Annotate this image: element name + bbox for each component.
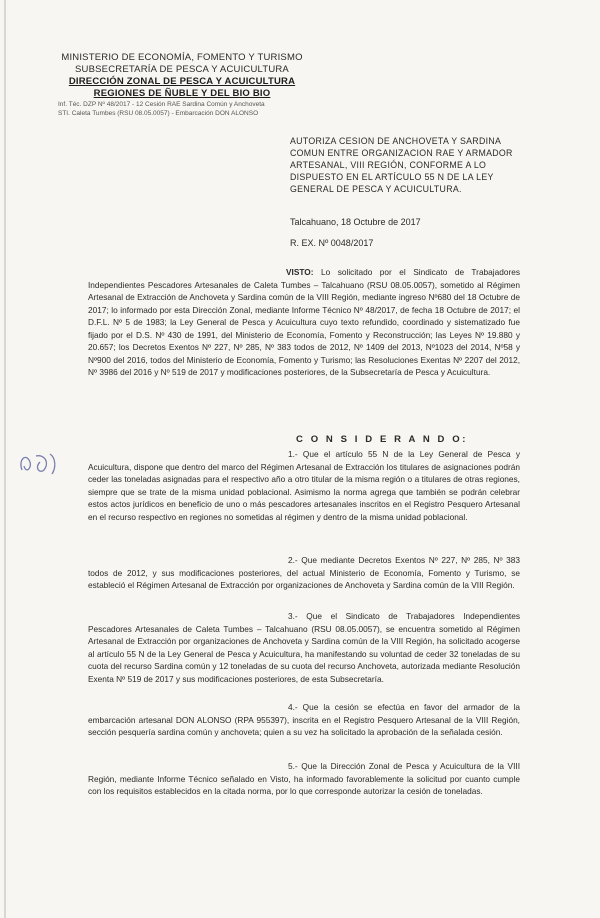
resolution-subject: AUTORIZA CESION DE ANCHOVETA Y SARDINA COMUN ENTRE ORGANIZACION RAE Y ARMADOR ARTESANAL, VIII REGIÓN, CONFORME A LO DISPUESTO EN EL ARTÍCULO 55 N DE LA LEY GENERAL DE PESCA Y ACUICULTURA. bbox=[290, 136, 513, 194]
resolution-date: Talcahuano, 18 Octubre de 2017 bbox=[290, 217, 421, 227]
subsecretary-name: SUBSECRETARÍA DE PESCA Y ACUICULTURA bbox=[75, 64, 289, 75]
visto-label: VISTO: bbox=[286, 267, 314, 277]
visto-text: Lo solicitado por el Sindicato de Trabajadores Independientes Pescadores Artesanales de Caleta Tumbes – Talcahuano (RSU 08.05.0057), sometido al Régimen Artesanal de Extracción de Anchoveta y Sardina común de la VIII Región, mediante ingreso Nº680 del 18 Octubre de 2017; lo informado por esta Dirección Zonal, mediante Informe Técnico Nº 48/2017, de fecha 18 Octubre de 2017; el D.F.L. Nº 5 de 1983; la Ley General de Pesca y Acuicultura cuyo texto refundido, coordinado y sistematizado fue fijado por el D.S. Nº 430 de 1991, del Ministerio de Economía, Fomento y Reconstrucción; las Leyes Nº 19.880 y 20.657; los Decretos Exentos Nº 227, Nº 285, Nº 383 todos de 2012, Nº 1409 del 2013, Nº1023 del 2014, Nº58 y Nº900 del 2016, todos del Ministerio de Economía, Fomento y Turismo; las Resoluciones Exentas Nº 2207 del 2012, Nº 3986 del 2016 y Nº 519 de 2017 y modificaciones posteriores, de la Subsecretaría de Pesca y Acuicultura. bbox=[88, 267, 521, 377]
considerando-paragraph-2: 2.- Que mediante Decretos Exentos Nº 227, Nº 285, Nº 383 todos de 2012, y sus modificaciones posteriores, del actual Ministerio de Economía, Fomento y Turismo, se estableció el Régimen Artesanal de Extracción por organizaciones de Anchoveta y Sardina común de la VIII Región. bbox=[88, 555, 520, 590]
scan-edge bbox=[4, 0, 6, 918]
visto-paragraph bbox=[88, 266, 520, 379]
ministry-name: MINISTERIO DE ECONOMÍA, FOMENTO Y TURISMO bbox=[61, 52, 303, 63]
considerando-paragraph-4: 4.- Que la cesión se efectúa en favor del armador de la embarcación artesanal DON ALONSO (RPA 955397), inscrita en el Registro Pesquero Artesanal de la VIII Región, sección pesquería sardina común y anchoveta; quien a su vez ha solicitado la aprobación de la señalada cesión. bbox=[88, 702, 520, 737]
considerando-paragraph-3: 3.- Que el Sindicato de Trabajadores Independientes Pescadores Artesanales de Caleta Tumbes – Talcahuano (RSU 08.05.0057), se encuentra sometido al Régimen Artesanal de Extracción por organizaciones de Anchoveta y Sardina común de la VIII Región, ha solicitado acogerse al artículo 55 N de la Ley General de Pesca y Acuicultura, ha manifestando su voluntad de ceder 32 toneladas de su cuota del recurso Sardina común y 12 toneladas de su cuota del recurso Anchoveta, autorizada mediante Resolución Exenta Nº 519 de 2017 y sus modificaciones posteriores, de esta Subsecretaría. bbox=[88, 611, 520, 684]
considerando-heading: C O N S I D E R A N D O: bbox=[296, 434, 469, 445]
considerando-paragraph-5: 5.- Que la Dirección Zonal de Pesca y Acuicultura de la VIII Región, mediante Informe Técnico señalado en Visto, ha informado favorablemente la solicitud por cuanto cumple con los requisitos establecidos en la citada norma, por lo que corresponde autorizar la cesión de toneladas. bbox=[88, 761, 520, 796]
reference-line-1: Inf. Téc. DZP Nº 48/2017 - 12 Cesión RAE Sardina Común y Anchoveta bbox=[58, 101, 265, 108]
handwritten-mark-icon bbox=[16, 448, 60, 478]
letterhead bbox=[52, 52, 312, 118]
resolution-number: R. EX. Nº 0048/2017 bbox=[290, 238, 374, 248]
regions-name: REGIONES DE ÑUBLE Y DEL BIO BIO bbox=[93, 88, 271, 99]
zonal-direction-name: DIRECCIÓN ZONAL DE PESCA Y ACUICULTURA bbox=[68, 76, 296, 87]
considerando-paragraph-1: 1.- Que el artículo 55 N de la Ley General de Pesca y Acuicultura, dispone que dentro del marco del Régimen Artesanal de Extracción los titulares de asignaciones podrán ceder las toneladas asignadas para el respectivo año a otro titular de la misma región o a titulares de otras regiones, siempre que se trate de la misma unidad poblacional. Asimismo la norma agrega que también se podrán celebrar estos actos jurídicos en beneficio de uno o más pescadores artesanales inscritos en el Registro Pesquero Artesanal en el recurso respectivo en regiones no sometidas al régimen y dentro de la misma unidad poblacional. bbox=[88, 449, 520, 522]
reference-line-2: STI. Caleta Tumbes (RSU 08.05.0057) - Embarcación DON ALONSO bbox=[58, 110, 259, 117]
